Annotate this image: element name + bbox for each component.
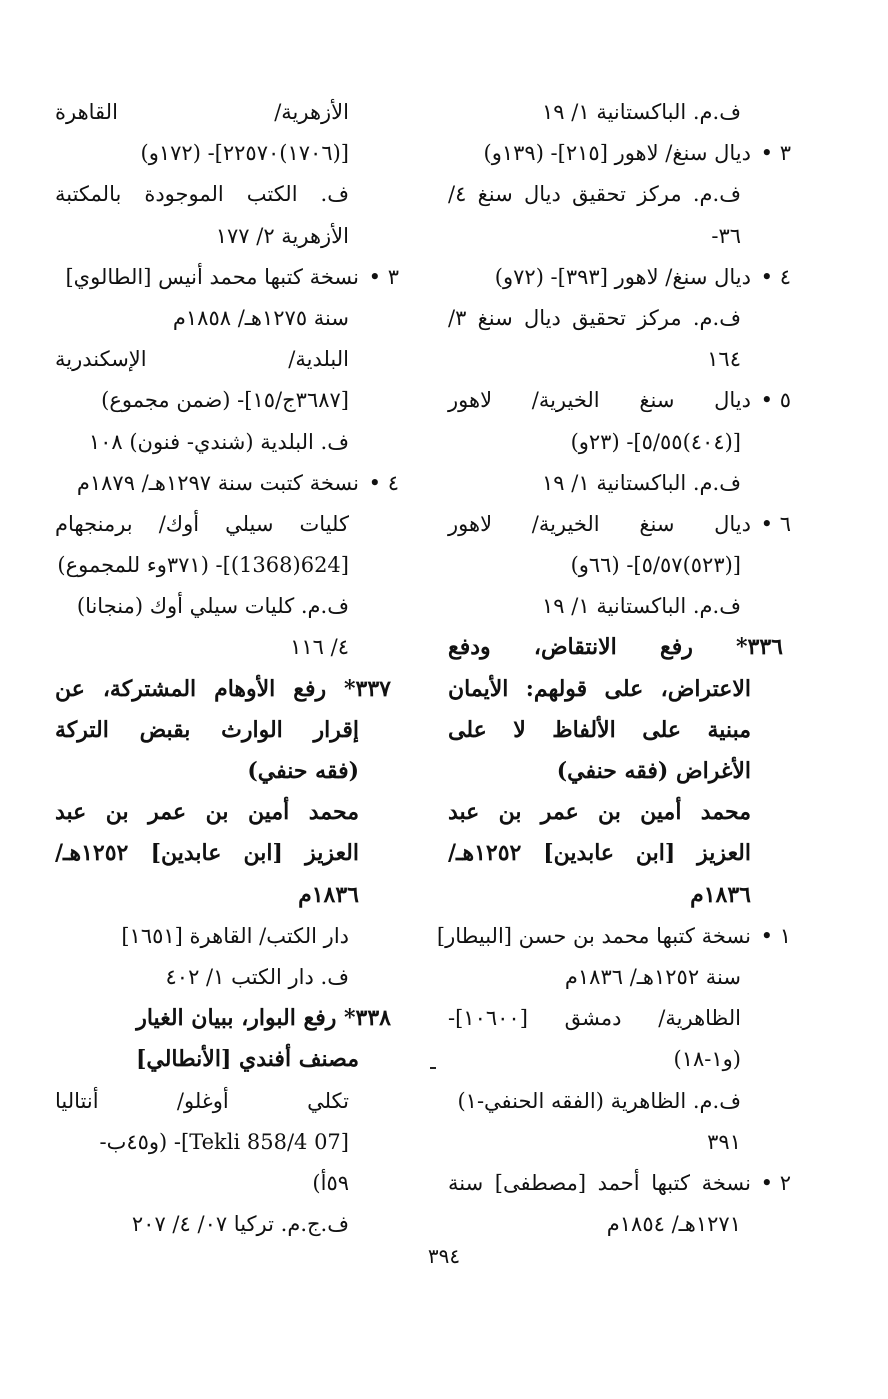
line-text: الظاهرية/ دمشق [١٠٦٠٠]- [448,1006,741,1031]
right-column [436,92,791,1245]
right-column-line [448,1039,783,1080]
line-text: الأزهرية/ القاهرة [55,100,349,124]
line-text: ف.م. كليات سيلي أوك (منجانا) [76,594,349,619]
line-text: دار الكتب/ القاهرة [١٦٥١] [121,923,349,948]
line-text: ف.م. الظاهرية (الفقه الحنفي-١) [457,1088,741,1113]
line-text: ١٨٣٦م [690,881,751,908]
line-text: مبنية على الألفاظ لا على [448,716,751,743]
line-text: ٣٦- [711,223,741,248]
left-column-line [55,298,391,339]
line-text: ١٢٧١هـ/ ١٨٥٤م [606,1212,741,1237]
line-text: سنة ١٢٧٥هـ/ ١٨٥٨م [172,305,349,330]
line-text: ديال سنغ/ لاهور [٢١٥]- (١٣٩و) [483,141,751,166]
right-column-line [448,792,783,833]
right-column-line [436,916,791,957]
right-column-line [448,751,783,792]
right-column-line [448,298,783,339]
left-column-line [55,833,391,874]
right-column-line [448,1163,791,1204]
page-number: ٣٩٤ [427,1244,461,1268]
line-text: (فقه حنفي) [247,758,359,784]
line-text: [624(1368)]- (٣٧١وء للمجموع) [57,553,349,578]
right-column-line [448,545,783,586]
left-column-line [55,1081,391,1122]
line-text: ديال سنغ/ لاهور [٣٩٣]- (٧٢و) [494,264,751,289]
line-text: العزيز [ابن عابدين] ١٢٥٢هـ/ [448,840,751,867]
line-text: ٣٣٦* رفع الانتقاض، ودفع [448,634,783,661]
list-marker: ٣ • [368,264,399,289]
right-column-line [448,627,783,668]
left-column-line [55,339,391,380]
line-text: كليات سيلي أوك/ برمنجهام [55,511,349,536]
line-text: ف.ج.م. تركيا ٠٧/ ٤/ ٢٠٧ [131,1212,349,1237]
line-text: [(٤٠٤)٥/٥٥]- (٢٣و) [570,429,741,454]
list-marker: ٤ • [760,264,791,289]
line-text: ٥٩أ) [312,1170,349,1195]
left-column-line [55,1204,391,1245]
left-column [55,92,399,1245]
right-column-line [448,339,783,380]
left-column-line [55,380,391,421]
left-column-line [55,422,391,463]
right-column-line [448,1122,783,1163]
left-column-line [55,875,391,916]
left-column-line [55,92,391,133]
right-column-line [448,257,791,298]
right-column-line [448,380,791,421]
left-column-line [55,957,391,998]
line-text: ديال سنغ الخيرية/ لاهور [448,511,751,536]
right-column-line [448,1204,783,1245]
line-text: ١٦٤ [707,347,741,372]
left-column-line [55,627,391,668]
line-text: تكلي أوغلو/ أنتاليا [55,1088,349,1113]
line-text: (و١-١٨) [673,1047,741,1072]
line-text: محمد أمين بن عمر بن عبد [448,799,751,826]
right-column-line [448,957,783,998]
left-column-line [55,792,391,833]
right-column-line [448,710,783,751]
left-column-line [55,216,391,257]
right-column-line [448,216,783,257]
line-text: ٣٩١ [707,1129,741,1154]
line-text: محمد أمين بن عمر بن عبد [55,799,359,826]
left-column-line [55,463,399,504]
margin-mark [430,1067,436,1069]
line-text: سنة ١٢٥٢هـ/ ١٨٣٦م [564,964,741,989]
list-marker: ٢ • [760,1170,791,1195]
line-text: [(١٧٠٦)٢٢٥٧٠]- (١٧٢و) [140,141,349,166]
left-column-line [55,669,391,710]
left-column-line [55,504,391,545]
left-column-line [55,545,391,586]
left-column-line [55,1163,391,1204]
right-column-line [448,669,783,710]
line-text: مصنف أفندي [الأنطالي] [135,1046,359,1073]
list-marker: ٣ • [760,141,791,166]
list-marker: ٤ • [368,470,399,495]
right-column-line [448,504,791,545]
line-text: الأغراض (فقه حنفي) [556,758,751,784]
left-column-line [55,586,391,627]
line-text: الاعتراض، على قولهم: الأيمان [448,675,751,702]
left-column-line [55,1039,391,1080]
line-text: ف.م. مركز تحقيق ديال سنغ ٣/ [448,305,741,330]
left-column-line [55,257,399,298]
line-text: نسخة كتبها محمد بن حسن [البيطار] [436,923,751,948]
left-column-line [55,916,391,957]
left-column-line [55,710,391,751]
list-marker: ٦ • [760,511,791,536]
right-column-line [448,422,783,463]
line-text: ٣٣٨* رفع البوار، ببيان الغيار [136,1005,391,1032]
line-text: ٤/ ١١٦ [290,635,349,660]
right-column-line [448,998,783,1039]
line-text: ديال سنغ الخيرية/ لاهور [448,388,751,413]
line-text: ف. دار الكتب ١/ ٤٠٢ [165,964,349,989]
line-text: ف.م. الباكستانية ١/ ١٩ [542,470,741,495]
line-text: الأزهرية ٢/ ١٧٧ [215,223,349,248]
right-column-line [448,463,783,504]
right-column-line [448,174,783,215]
line-text: ٣٣٧* رفع الأوهام المشتركة، عن [55,675,391,702]
right-column-line [448,133,791,174]
line-text: ف.م. مركز تحقيق ديال سنغ ٤/ [448,182,741,207]
line-text: ف. البلدية (شندي- فنون) ١٠٨ [88,429,349,454]
right-column-line [448,833,783,874]
right-column-line [448,1081,783,1122]
line-text: [٣٦٨٧ج/١٥]- (ضمن مجموع) [101,388,349,413]
left-column-line [55,174,391,215]
left-column-line [55,1122,391,1163]
list-marker: ٥ • [760,388,791,413]
line-text: العزيز [ابن عابدين] ١٢٥٢هـ/ [55,840,359,867]
right-column-line [448,875,783,916]
left-column-line [55,998,391,1039]
line-text: إقرار الوارث بقبض التركة [55,716,359,743]
line-text: [(٥٢٣)٥/٥٧]- (٦٦و) [570,553,741,578]
line-text: نسخة كتبها محمد أنيس [الطالوي] [65,264,359,289]
line-text: [07 Tekli 858/4]- (و٤٥ب- [99,1129,349,1154]
line-text: نسخة كتبها أحمد [مصطفى] سنة [448,1170,751,1195]
left-column-line [55,751,391,792]
line-text: البلدية/ الإسكندرية [55,347,349,372]
line-text: ف.م. الباكستانية ١/ ١٩ [542,100,741,124]
right-column-line [448,92,783,133]
list-marker: ١ • [760,923,791,948]
line-text: ١٨٣٦م [298,881,359,908]
line-text: ف. الكتب الموجودة بالمكتبة [55,182,349,207]
line-text: نسخة كتبت سنة ١٢٩٧هـ/ ١٨٧٩م [76,470,359,495]
line-text: ف.م. الباكستانية ١/ ١٩ [542,594,741,619]
right-column-line [448,586,783,627]
left-column-line [55,133,391,174]
